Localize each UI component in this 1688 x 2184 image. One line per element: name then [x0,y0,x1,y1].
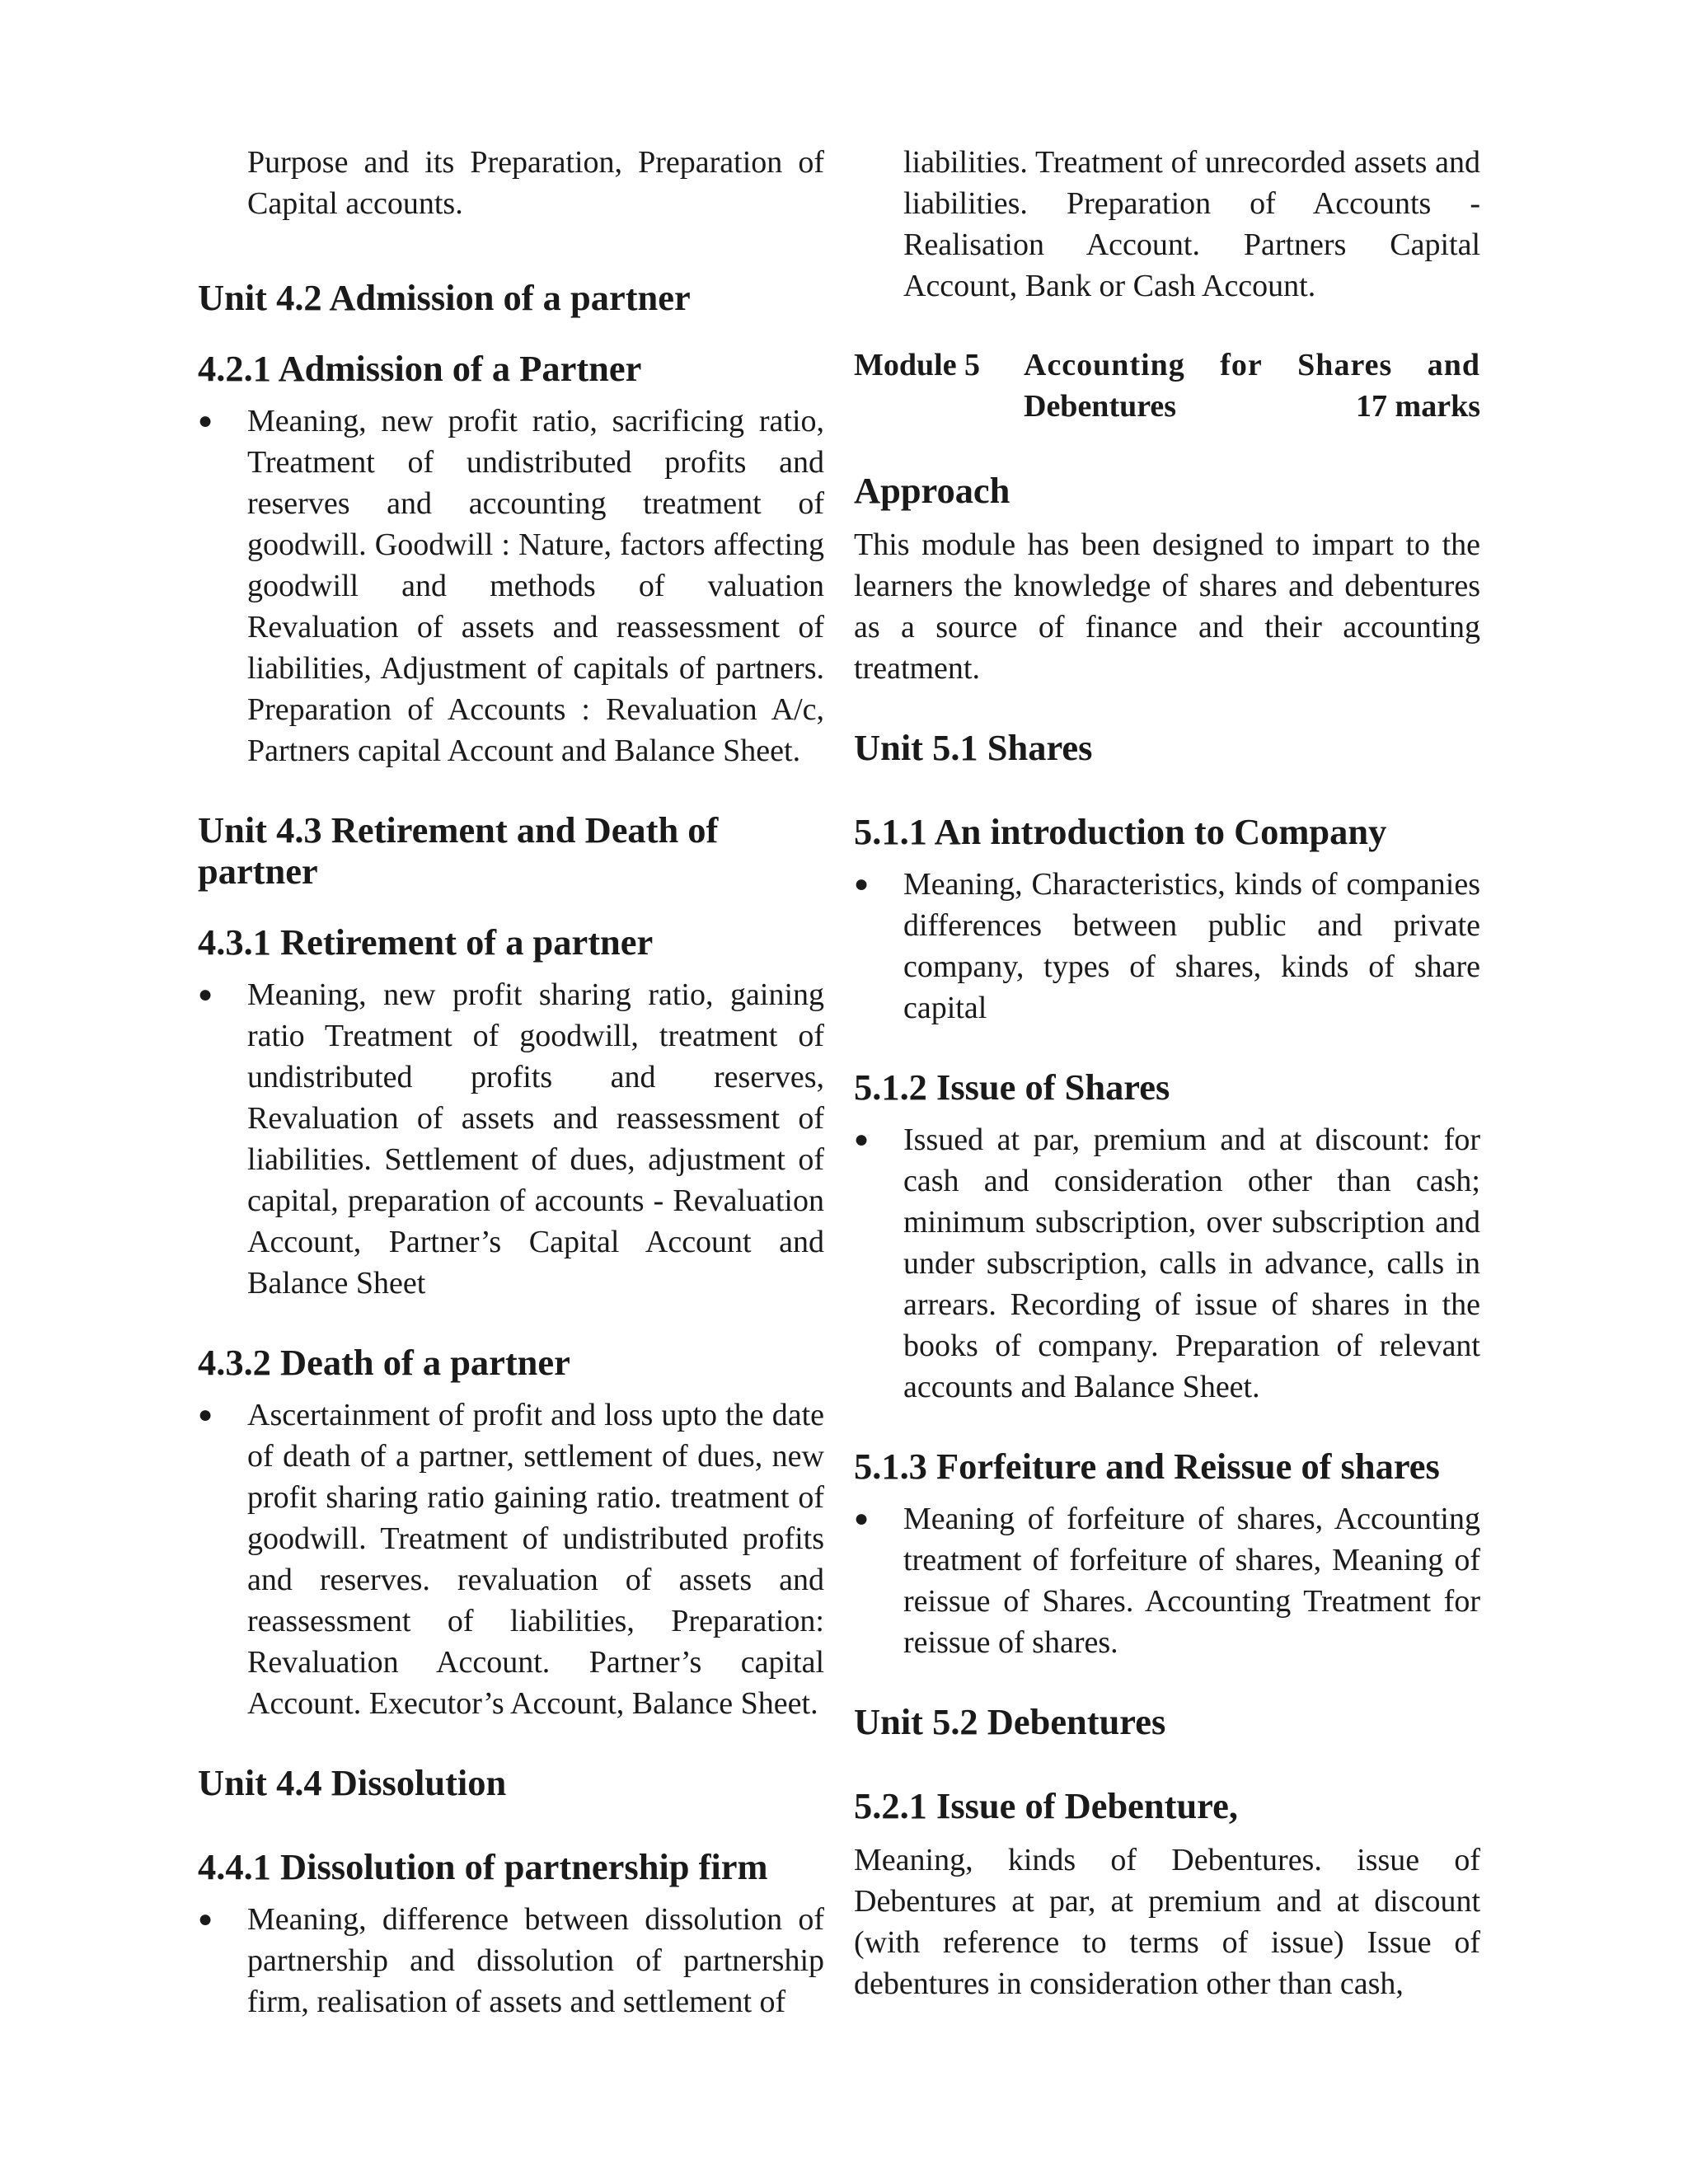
unit-5-1-heading: Unit 5.1 Shares [854,727,1093,768]
bullet-4-4-1: ● Meaning, difference between dissolution of partnership and dissolution of partnership firm, realisation of assets and settlement of [198,1899,824,2022]
module-title: Accounting for Shares and Debentures 17 marks [1024,344,1480,427]
bullet-5-1-1: ● Meaning, Characteristics, kinds of companies differences between public and private company, types of shares, kinds of share capital [854,864,1480,1029]
section-5-1-1-heading: 5.1.1 An introduction to Company [854,811,1387,852]
unit-4-2-heading: Unit 4.2 Admission of a partner [198,277,691,318]
unit-4-4-heading: Unit 4.4 Dissolution [198,1762,507,1803]
debenture-text: Meaning, kinds of Debentures. issue of Debentures at par, at premium and at discount (with reference to terms of issue) Issue of debentures in consideration other than cash, [854,1843,1480,2001]
module-5-heading [854,344,1480,427]
bullet-4-2-1: ● Meaning, new profit ratio, sacrificing ratio, Treatment of undistributed profits and reserves and accounting treatment of goodwill. Goodwill : Nature, factors affecting goodwill and methods of valuation Revaluation of assets and reassessment of liabilities, Adjustment of capitals of partners. Preparation of Accounts : Revaluation A/c, Partners capital Account and Balance Sheet. [198,401,824,771]
bullet-5-1-3: ● Meaning of forfeiture of shares, Accounting treatment of forfeiture of shares, Meaning of reissue of Shares. Accounting Treatment for reissue of shares. [854,1498,1480,1663]
approach-heading: Approach [854,470,1010,511]
section-4-3-2-heading: 4.3.2 Death of a partner [198,1342,570,1383]
section-4-2-1-heading: 4.2.1 Admission of a Partner [198,348,642,389]
unit-5-2-heading: Unit 5.2 Debentures [854,1701,1166,1742]
unit-4-3-heading: Unit 4.3 Retirement and Death of partner [198,809,719,892]
continued-text: liabilities. Treatment of unrecorded assets and liabilities. Preparation of Accounts - Realisation Account. Partners Capital Account, Bank or Cash Account. [903,145,1480,303]
module-label: Module 5 [854,348,981,382]
section-4-4-1-heading: 4.4.1 Dissolution of partnership firm [198,1846,768,1887]
section-4-3-1-heading: 4.3.1 Retirement of a partner [198,921,654,963]
section-5-1-2-heading: 5.1.2 Issue of Shares [854,1066,1170,1108]
bullet-4-3-2: ● Ascertainment of profit and loss upto the date of death of a partner, settlement of dues, new profit sharing ratio gaining ratio. treatment of goodwill. Treatment of undistributed profits and reserves. revaluation of assets and reassessment of liabilities, Preparation: Revaluation Account. Partner’s capital Account. Executor’s Account, Balance Sheet. [198,1394,824,1724]
section-5-1-3-heading: 5.1.3 Forfeiture and Reissue of shares [854,1446,1440,1487]
section-5-2-1-heading: 5.2.1 Issue of Debenture, [854,1785,1238,1826]
bullet-5-1-2: ● Issued at par, premium and at discount: for cash and consideration other than cash; minimum subscription, over subscription and under subscription, calls in advance, calls in arrears. Recording of issue of shares in the books of company. Preparation of relevant accounts and Balance Sheet. [854,1119,1480,1408]
intro-text: Purpose and its Preparation, Preparation of Capital accounts. [247,145,824,221]
approach-text: This module has been designed to impart to the learners the knowledge of shares and debentures as a source of finance and their accounting treatment. [854,527,1480,686]
module-marks: 17 marks [1356,389,1480,424]
right-column [854,142,1480,2004]
left-column [198,142,824,2022]
bullet-4-3-1: ● Meaning, new profit sharing ratio, gaining ratio Treatment of goodwill, treatment of undistributed profits and reserves, Revaluation of assets and reassessment of liabilities. Settlement of dues, adjustment of capital, preparation of accounts - Revaluation Account, Partner’s Capital Account and Balance Sheet [198,974,824,1304]
